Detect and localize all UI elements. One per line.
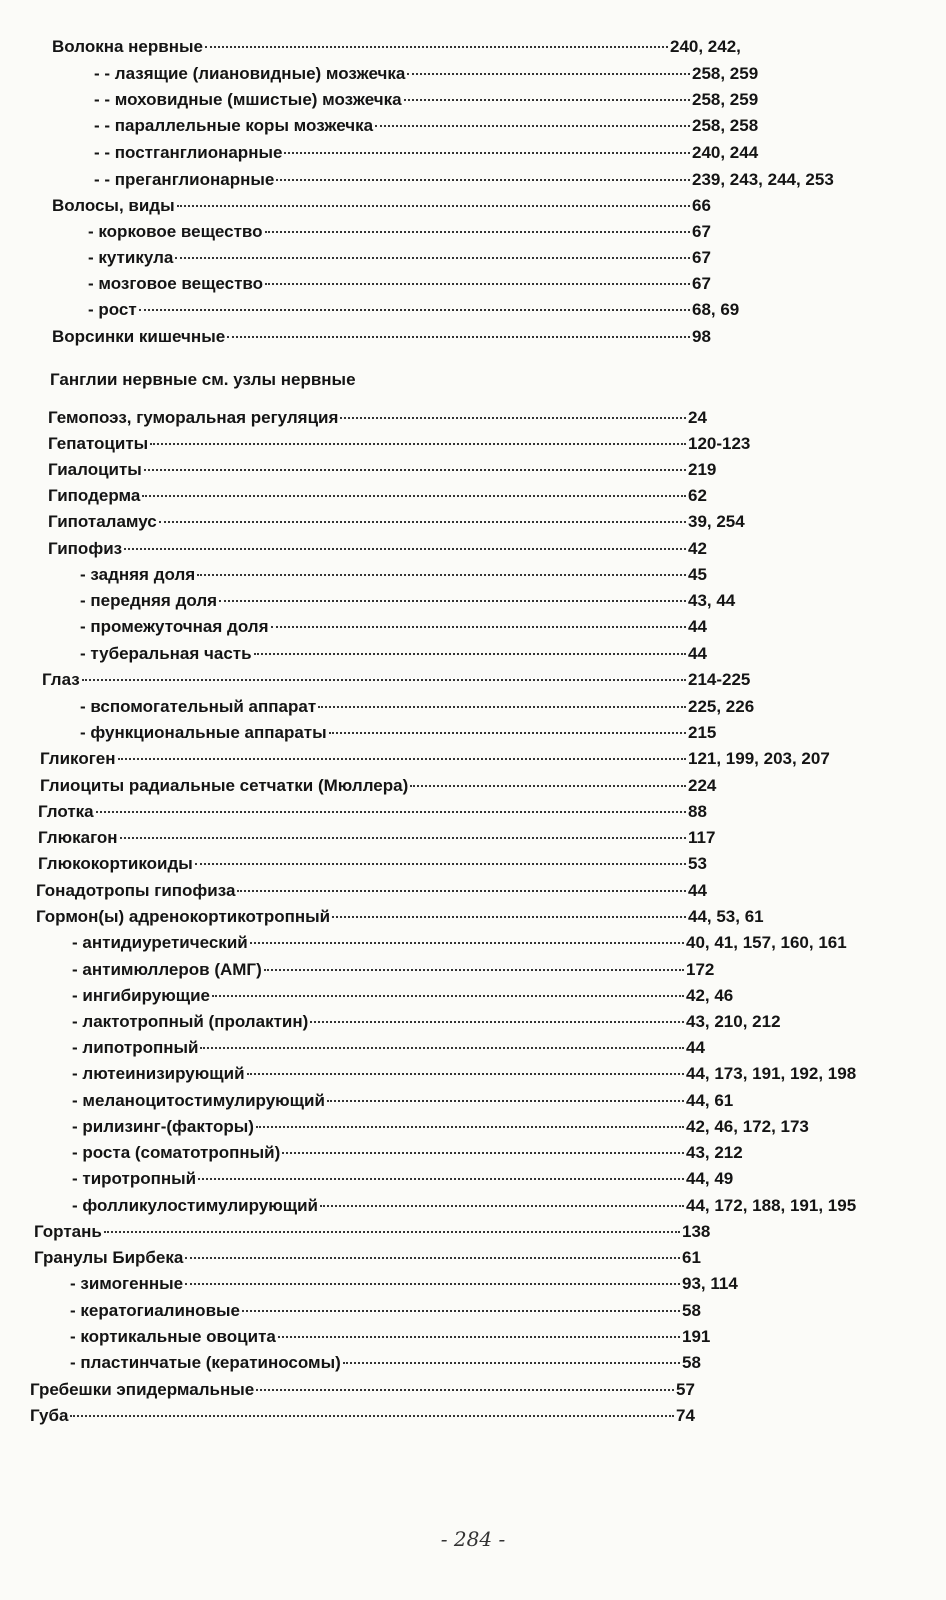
index-entry (42, 668, 688, 692)
index-entry-prefix: - (88, 300, 99, 319)
index-entry-term (34, 1246, 183, 1270)
dot-leader (254, 653, 686, 655)
index-entry-label: тиротропный (82, 1169, 197, 1188)
index-entry (94, 168, 692, 192)
index-entry (94, 62, 692, 86)
index-entry-prefix: - (72, 1012, 83, 1031)
dot-leader (256, 1389, 674, 1391)
index-entry-prefix: - (70, 1301, 81, 1320)
dot-leader (124, 548, 686, 550)
index-entry (72, 1089, 686, 1113)
index-entry-term (80, 695, 316, 719)
index-entry-term (70, 1299, 240, 1323)
index-entry-pages: 74 (676, 1406, 695, 1425)
index-entry-term (80, 642, 252, 666)
index-entry-pages: 120-123 (688, 434, 751, 453)
index-entry-term (80, 615, 269, 639)
index-entry-pages: 258, 258 (692, 116, 759, 135)
dot-leader (407, 73, 690, 75)
index-entry-prefix: - (72, 933, 83, 952)
index-entry-term (38, 800, 94, 824)
dot-leader (70, 1415, 674, 1417)
index-entry-pages: 43, 210, 212 (686, 1012, 781, 1031)
index-entry (80, 695, 688, 719)
index-entry-label: Глиоциты радиальные сетчатки (Мюллера) (40, 776, 409, 795)
index-entry-pages: 121, 199, 203, 207 (688, 749, 830, 768)
index-entry-label: Глюкагон (38, 828, 118, 847)
index-entry (72, 1194, 686, 1218)
index-entry-pages: 39, 254 (688, 512, 745, 531)
dot-leader (96, 811, 686, 813)
dot-leader (139, 309, 690, 311)
dot-leader (82, 679, 686, 681)
index-entry-term (40, 774, 408, 798)
index-entry-pages: 45 (688, 565, 707, 584)
index-entry-pages: 61 (682, 1248, 701, 1267)
index-entry-prefix: - (80, 591, 91, 610)
index-entry-pages: 44, 49 (686, 1169, 734, 1188)
index-entry-label: Губа (30, 1406, 69, 1425)
index-entry (70, 1299, 682, 1323)
index-entry (38, 852, 688, 876)
index-entry-pages: 43, 212 (686, 1143, 743, 1162)
index-entry-label: лютеинизирующий (82, 1064, 245, 1083)
index-entry-label: Гортань (34, 1222, 102, 1241)
index-entry-label: роста (соматотропный) (82, 1143, 281, 1162)
index-entry-pages: 258, 259 (692, 64, 759, 83)
index-entry-label: Волокна нервные (52, 37, 203, 56)
index-entry-label: ингибирующие (82, 986, 210, 1005)
dot-leader (340, 417, 686, 419)
dot-leader (265, 231, 690, 233)
index-entry-term (88, 272, 263, 296)
dot-leader (250, 942, 684, 944)
index-entry-label: туберальная часть (90, 644, 252, 663)
dot-leader (212, 995, 684, 997)
dot-leader (142, 495, 686, 497)
index-entry-term (34, 1220, 102, 1244)
index-entry-term (52, 325, 225, 349)
dot-leader (120, 837, 686, 839)
index-entry-prefix: - (70, 1327, 81, 1346)
index-entry-prefix: - (72, 960, 83, 979)
index-entry-label: постганглионарные (114, 143, 283, 162)
index-entry-term (72, 1141, 280, 1165)
index-entry (72, 931, 686, 955)
dot-leader (404, 99, 690, 101)
index-entry-prefix: - - (94, 90, 115, 109)
index-entry (70, 1325, 682, 1349)
index-entry-term (70, 1272, 183, 1296)
index-entry-pages: 68, 69 (692, 300, 740, 319)
index-entry-pages: 88 (688, 802, 707, 821)
dot-leader (318, 706, 686, 708)
index-entry-term (48, 537, 122, 561)
index-entry-pages: 42 (688, 539, 707, 558)
index-entry-label: Гормон(ы) адренокортикотропный (36, 907, 331, 926)
index-entry-label: задняя доля (90, 565, 196, 584)
index-entry-pages: 138 (682, 1222, 711, 1241)
dot-leader (320, 1205, 684, 1207)
dot-leader (118, 758, 686, 760)
index-entry (72, 984, 686, 1008)
index-entry (40, 747, 688, 771)
index-entry-pages: 62 (688, 486, 707, 505)
index-entry-label: Гипоталамус (48, 512, 157, 531)
index-entry-label: Глотка (38, 802, 94, 821)
index-entry-label: кортикальные овоцита (80, 1327, 276, 1346)
index-entry-label: Глюкокортикоиды (38, 854, 193, 873)
index-entry-label: антимюллеров (АМГ) (82, 960, 262, 979)
dot-leader (177, 205, 690, 207)
dot-leader (284, 152, 690, 154)
index-entry-pages: 93, 114 (682, 1274, 738, 1293)
index-entry-term (42, 668, 80, 692)
dot-leader (185, 1257, 680, 1259)
dot-leader (410, 785, 686, 787)
index-entry-pages: 44, 61 (686, 1091, 734, 1110)
index-entry-term (94, 141, 282, 165)
index-entry (30, 1404, 676, 1428)
index-entry-term (88, 246, 173, 270)
index-entry-label: рилизинг-(факторы) (82, 1117, 254, 1136)
index-entry-label: вспомогательный аппарат (90, 697, 317, 716)
index-entry-term (30, 1404, 68, 1428)
index-entry (34, 1220, 682, 1244)
index-entry-label: Гепатоциты (48, 434, 149, 453)
dot-leader (237, 890, 686, 892)
page-number: - 284 - (440, 1527, 506, 1551)
index-entry-pages: 240, 244 (692, 143, 759, 162)
index-entry-label: Гонадотропы гипофиза (36, 881, 236, 900)
index-entry (72, 1010, 686, 1034)
index-entry-prefix: - (70, 1353, 81, 1372)
index-entry-term (72, 1194, 318, 1218)
index-entry-prefix: - (80, 644, 91, 663)
dot-leader (197, 574, 686, 576)
index-entry-label: пластинчатые (кератиносомы) (80, 1353, 341, 1372)
index-entry-pages: 44, 53, 61 (688, 907, 764, 926)
index-entry-prefix: - (72, 1169, 83, 1188)
index-entry (94, 114, 692, 138)
dot-leader (185, 1283, 680, 1285)
index-entry (80, 615, 688, 639)
index-entry-pages: 58 (682, 1301, 701, 1320)
index-entry-pages: 224 (688, 776, 717, 795)
index-entry-term (72, 958, 262, 982)
index-entry-term (38, 826, 118, 850)
index-entry-term (88, 220, 263, 244)
index-entry-label: липотропный (82, 1038, 199, 1057)
index-entry-prefix: - (72, 986, 83, 1005)
index-entry-label: промежуточная доля (90, 617, 269, 636)
index-entry-prefix: - (72, 1038, 83, 1057)
index-entry (80, 563, 688, 587)
index-entry-term (72, 1089, 325, 1113)
index-entry-label: преганглионарные (114, 170, 275, 189)
dot-leader (175, 257, 690, 259)
index-entry-term (48, 432, 148, 456)
index-entry-prefix: - (72, 1143, 83, 1162)
index-entry-term (48, 510, 157, 534)
index-entry (52, 35, 670, 59)
index-crossref (50, 368, 356, 392)
index-entry-pages: 44 (688, 617, 707, 636)
dot-leader (256, 1126, 684, 1128)
index-entry-pages: 44 (688, 881, 707, 900)
index-entry-prefix: - - (94, 143, 115, 162)
dot-leader (247, 1073, 684, 1075)
index-entry-prefix: - (80, 565, 91, 584)
dot-leader (310, 1021, 684, 1023)
index-entry-pages: 42, 46, 172, 173 (686, 1117, 809, 1136)
dot-leader (242, 1310, 680, 1312)
index-entry-prefix: - - (94, 116, 115, 135)
index-entry-pages: 219 (688, 460, 717, 479)
index-entry-label: Ворсинки кишечные (52, 327, 226, 346)
index-entry (48, 484, 688, 508)
index-entry (88, 298, 692, 322)
index-entry (48, 406, 688, 430)
index-entry-term (94, 168, 274, 192)
dot-leader (104, 1231, 680, 1233)
index-entry-term (72, 1115, 254, 1139)
index-entry-label: зимогенные (80, 1274, 184, 1293)
index-entry-label: функциональные аппараты (90, 723, 327, 742)
index-entry (72, 1062, 686, 1086)
index-entry-pages: 214-225 (688, 670, 751, 689)
index-entry-term (72, 984, 210, 1008)
index-entry (72, 958, 686, 982)
index-entry-prefix: - (80, 617, 91, 636)
index-entry-pages: 66 (692, 196, 711, 215)
index-entry-label: Гиподерма (48, 486, 141, 505)
dot-leader (282, 1152, 684, 1154)
index-entry-prefix: - (70, 1274, 81, 1293)
index-entry-label: антидиуретический (82, 933, 248, 952)
index-entry-label: Волосы, виды (52, 196, 175, 215)
index-entry-pages: 44 (686, 1038, 705, 1057)
index-entry-label: лактотропный (пролактин) (82, 1012, 309, 1031)
index-entry (48, 510, 688, 534)
index-entry-label: моховидные (мшистые) мозжечка (114, 90, 402, 109)
index-entry-label: кутикула (98, 248, 174, 267)
index-entry-pages: 67 (692, 248, 711, 267)
index-entry-label: Глаз (42, 670, 80, 689)
index-entry-label: корковое вещество (98, 222, 263, 241)
index-entry-term (48, 484, 140, 508)
index-entry-term (48, 406, 338, 430)
index-entry-label: параллельные коры мозжечка (114, 116, 374, 135)
index-entry (80, 642, 688, 666)
index-entry-term (30, 1378, 254, 1402)
dot-leader (332, 916, 686, 918)
index-entry (94, 141, 692, 165)
index-entry (36, 905, 688, 929)
index-entry (48, 458, 688, 482)
index-entry-term (72, 1167, 196, 1191)
index-entry-pages: 40, 41, 157, 160, 161 (686, 933, 847, 952)
index-entry (38, 826, 688, 850)
crossref-term: Ганглии (50, 370, 118, 389)
index-entry-label: меланоцитостимулирующий (82, 1091, 325, 1110)
index-entry-prefix: - (72, 1064, 83, 1083)
index-entry-pages: 258, 259 (692, 90, 759, 109)
index-entry-term (80, 721, 327, 745)
index-entry (72, 1141, 686, 1165)
index-entry-pages: 215 (688, 723, 717, 742)
index-entry-term (72, 1036, 198, 1060)
index-entry-term (80, 563, 195, 587)
dot-leader (265, 283, 690, 285)
index-entry-label: кератогиалиновые (80, 1301, 240, 1320)
index-entry (80, 589, 688, 613)
index-entry (52, 325, 692, 349)
index-entry (70, 1351, 682, 1375)
index-entry (80, 721, 688, 745)
index-entry-pages: 98 (692, 327, 711, 346)
index-entry-prefix: - (80, 723, 91, 742)
dot-leader (278, 1336, 680, 1338)
index-entry-pages: 240, 242, (670, 37, 741, 56)
index-entry-term (72, 1010, 308, 1034)
index-entry-pages: 67 (692, 274, 711, 293)
dot-leader (264, 969, 684, 971)
index-entry-term (52, 35, 203, 59)
index-entry (48, 432, 688, 456)
index-entry-pages: 172 (686, 960, 715, 979)
dot-leader (195, 863, 686, 865)
index-entry-term (52, 194, 175, 218)
index-entry-prefix: - - (94, 170, 115, 189)
index-entry-pages: 57 (676, 1380, 695, 1399)
index-entry (30, 1378, 676, 1402)
index-entry-pages: 191 (682, 1327, 711, 1346)
dot-leader (205, 46, 668, 48)
index-entry-pages: 117 (688, 828, 716, 847)
index-entry-label: мозговое вещество (98, 274, 264, 293)
index-entry (70, 1272, 682, 1296)
index-entry (72, 1115, 686, 1139)
index-entry-pages: 44 (688, 644, 707, 663)
index-entry-pages: 53 (688, 854, 707, 873)
index-entry-term (36, 879, 235, 903)
index-entry-prefix: - (72, 1091, 83, 1110)
dot-leader (327, 1100, 684, 1102)
index-entry-term (88, 298, 137, 322)
index-entry-term (94, 62, 405, 86)
dot-leader (271, 626, 687, 628)
index-entry-term (70, 1325, 276, 1349)
index-entry (88, 220, 692, 244)
index-entry-term (94, 114, 373, 138)
index-entry (52, 194, 692, 218)
dot-leader (227, 336, 690, 338)
dot-leader (343, 1362, 680, 1364)
index-entry-label: Гиалоциты (48, 460, 142, 479)
index-entry-pages: 44, 172, 188, 191, 195 (686, 1196, 857, 1215)
crossref-text: нервные см. узлы нервные (122, 370, 356, 389)
dot-leader (200, 1047, 684, 1049)
index-entry-term (48, 458, 142, 482)
index-entry-label: Гипофиз (48, 539, 123, 558)
index-entry-label: передняя доля (90, 591, 218, 610)
dot-leader (198, 1178, 684, 1180)
index-entry (36, 879, 688, 903)
index-entry (88, 246, 692, 270)
dot-leader (150, 443, 686, 445)
index-entry (88, 272, 692, 296)
index-entry-term (94, 88, 402, 112)
index-entry-label: лазящие (лиановидные) мозжечка (114, 64, 406, 83)
index-entry-label: фолликулостимулирующий (82, 1196, 318, 1215)
index-entry-prefix: - (72, 1196, 83, 1215)
index-entry (40, 774, 688, 798)
index-entry-label: рост (98, 300, 137, 319)
dot-leader (329, 732, 686, 734)
index-entry-term (80, 589, 217, 613)
index-entry-pages: 24 (688, 408, 707, 427)
index-entry (34, 1246, 682, 1270)
dot-leader (276, 179, 690, 181)
dot-leader (375, 125, 690, 127)
index-entry-term (70, 1351, 341, 1375)
dot-leader (144, 469, 686, 471)
index-entry-pages: 43, 44 (688, 591, 736, 610)
index-entry-term (40, 747, 116, 771)
index-entry-term (72, 1062, 245, 1086)
index-entry-pages: 58 (682, 1353, 701, 1372)
index-entry-term (38, 852, 193, 876)
index-entry-label: Гранулы Бирбека (34, 1248, 184, 1267)
index-entry-label: Гребешки эпидермальные (30, 1380, 255, 1399)
index-entry-prefix: - (72, 1117, 83, 1136)
index-entry-prefix: - (88, 222, 99, 241)
index-entry (48, 537, 688, 561)
index-entry-label: Гемопоэз, гуморальная регуляция (48, 408, 339, 427)
index-entry-label: Гликоген (40, 749, 116, 768)
index-entry (38, 800, 688, 824)
index-entry-prefix: - - (94, 64, 115, 83)
dot-leader (159, 521, 686, 523)
index-entry (94, 88, 692, 112)
index-entry-prefix: - (88, 274, 99, 293)
index-entry-pages: 42, 46 (686, 986, 734, 1005)
index-entry-prefix: - (80, 697, 91, 716)
dot-leader (219, 600, 686, 602)
index-entry-pages: 67 (692, 222, 711, 241)
index-entry-term (72, 931, 248, 955)
index-entry-pages: 239, 243, 244, 253 (692, 170, 834, 189)
index-entry-pages: 44, 173, 191, 192, 198 (686, 1064, 857, 1083)
index-entry-prefix: - (88, 248, 99, 267)
index-entry (72, 1167, 686, 1191)
index-entry-pages: 225, 226 (688, 697, 755, 716)
index-entry (72, 1036, 686, 1060)
index-entry-term (36, 905, 330, 929)
